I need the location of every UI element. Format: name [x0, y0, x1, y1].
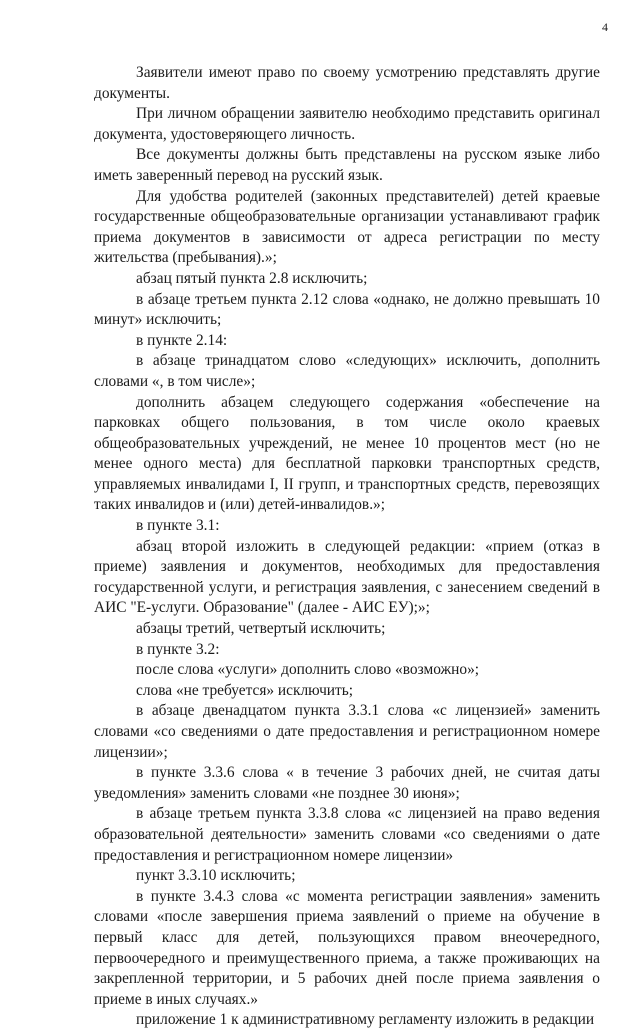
paragraph: в абзаце двенадцатом пункта 3.3.1 слова «с лицензией» заменить словами «со сведениями о дате предоставления и регистрационном номере лицензии»;: [94, 702, 600, 761]
paragraph: в пункте 3.1:: [136, 517, 220, 535]
paragraph: в пункте 2.14:: [136, 331, 228, 349]
paragraph: приложение 1 к административному регламенту изложить в редакции: [136, 1011, 595, 1029]
paragraph: в пункте 3.2:: [136, 640, 220, 658]
paragraph: абзацы третий, четвертый исключить;: [136, 620, 386, 638]
paragraph: абзац второй изложить в следующей редакции: «прием (отказ в приеме) заявления и документов, необходимых для предоставления государственной услуги, и регистрация заявления, с занесением сведений в АИС "Е-услуги. Образование" (далее - АИС ЕУ);»;: [94, 537, 600, 617]
paragraph: в абзаце тринадцатом слово «следующих» исключить, дополнить словами «, в том числе»;: [94, 352, 600, 390]
paragraph: в абзаце третьем пункта 3.3.8 слова «с лицензией на право ведения образовательной деятельности» заменить словами «со сведениями о дате предоставления и регистрационном номере лицензии»: [94, 805, 600, 864]
paragraph: При личном обращении заявителю необходимо представить оригинал документа, удостоверяющего личность.: [94, 105, 600, 143]
paragraph: Заявители имеют право по своему усмотрению представлять другие документы.: [94, 64, 600, 102]
paragraph: в пункте 3.4.3 слова «с момента регистрации заявления» заменить словами «после завершения приема заявлений о приеме на обучение в первый класс для детей, пользующихся правом внеочередного, первоочередного и преимущественного приема, а также проживающих на закрепленной территории, и 5 рабочих дней после приема заявления о приеме в иных случаях.»: [94, 887, 600, 1008]
paragraph: в абзаце третьем пункта 2.12 слова «однако, не должно превышать 10 минут» исключить;: [94, 290, 600, 329]
page-number: 4: [602, 20, 608, 34]
paragraph: Для удобства родителей (законных представителей) детей краевые государственные общеобразовательные организации устанавливают график приема документов в зависимости от адреса регистрации по месту жительства (пребывания).»;: [94, 187, 600, 267]
paragraph: слова «не требуется» исключить;: [136, 681, 354, 699]
paragraph: пункт 3.3.10 исключить;: [136, 867, 296, 885]
paragraph: дополнить абзацем следующего содержания «обеспечение на парковках общего пользования, в том числе около краевых общеобразовательных учреждений, не менее 10 процентов мест (но не менее одного места) для бесплатной парковки транспортных средств, управляемых инвалидами I, II групп, и транспортных средств, перевозящих таких инвалидов и (или) детей-инвалидов.»;: [94, 393, 600, 514]
paragraph: абзац пятый пункта 2.8 исключить;: [136, 269, 368, 287]
paragraph: после слова «услуги» дополнить слово «возможно»;: [136, 661, 480, 679]
paragraph: Все документы должны быть представлены на русском языке либо иметь заверенный перевод на русский язык.: [94, 146, 600, 184]
document-body: [94, 63, 600, 1031]
paragraph: в пункте 3.3.6 слова « в течение 3 рабочих дней, не считая даты уведомления» заменить словами «не позднее 30 июня»;: [94, 764, 600, 802]
